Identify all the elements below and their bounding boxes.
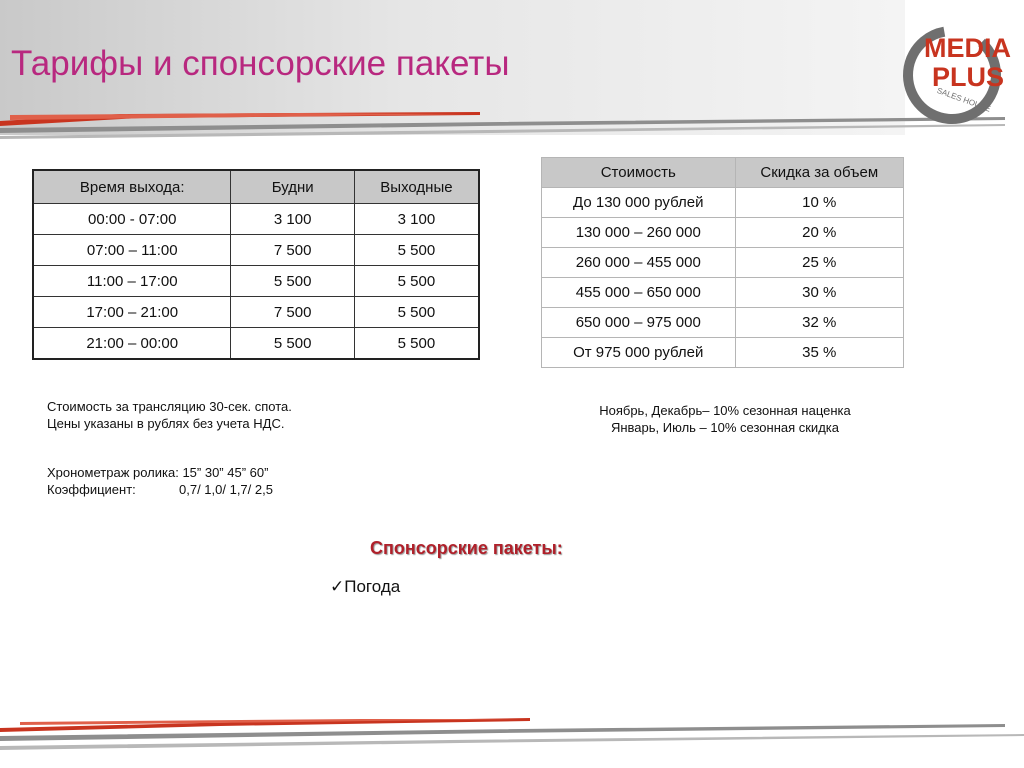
weekend-price: 5 500 [354,328,479,360]
header-air-time: Время выхода: [33,170,231,204]
page-title: Тарифы и спонсорские пакеты [11,44,510,83]
cost-range: От 975 000 рублей [542,338,736,368]
list-item [330,577,400,597]
discount-value: 25 % [735,248,904,278]
discount-value: 30 % [735,278,904,308]
weekday-price: 3 100 [231,204,354,235]
seasonal-markup-note: Ноябрь, Декабрь– 10% сезонная наценка [599,403,851,418]
weekend-price: 5 500 [354,266,479,297]
cost-range: 455 000 – 650 000 [542,278,736,308]
volume-discount-table [541,157,904,368]
time-slot: 00:00 - 07:00 [33,204,231,235]
weekday-price: 7 500 [231,297,354,328]
cost-range: 130 000 – 260 000 [542,218,736,248]
table-row [33,266,479,297]
table-row [542,308,904,338]
time-slot: 07:00 – 11:00 [33,235,231,266]
cost-per-spot-note: Стоимость за трансляцию 30-сек. спота. [47,399,292,414]
sponsor-item-label: Погода [344,577,401,596]
table-row [33,204,479,235]
seasonal-notes [541,402,909,436]
pricing-notes [47,398,292,432]
seasonal-discount-note: Январь, Июль – 10% сезонная скидка [610,420,839,435]
discount-value: 35 % [735,338,904,368]
table-header-row [542,158,904,188]
media-plus-logo [902,20,1012,130]
logo-text-plus: PLUS [932,62,1005,92]
cost-range: 650 000 – 975 000 [542,308,736,338]
discount-value: 32 % [735,308,904,338]
header-cost: Стоимость [542,158,736,188]
time-slot: 17:00 – 21:00 [33,297,231,328]
duration-notes [47,464,273,498]
weekend-price: 3 100 [354,204,479,235]
table-row [33,297,479,328]
discount-value: 20 % [735,218,904,248]
weekend-price: 5 500 [354,297,479,328]
table-row [33,235,479,266]
header-weekdays: Будни [231,170,354,204]
coefficient-label: Коэффициент: [47,482,136,497]
header-volume-discount: Скидка за объем [735,158,904,188]
time-slot: 11:00 – 17:00 [33,266,231,297]
vat-note: Цены указаны в рублях без учета НДС. [47,416,285,431]
weekday-price: 7 500 [231,235,354,266]
header-decorative-stripes [0,104,1010,140]
schedule-table [32,169,480,360]
footer-decorative-stripes [0,712,1024,752]
sponsor-packages-heading: Спонсорские пакеты: [370,538,563,558]
time-slot: 21:00 – 00:00 [33,328,231,360]
logo-tagline: SALES HOUSE [935,85,992,114]
cost-range: 260 000 – 455 000 [542,248,736,278]
table-row [542,188,904,218]
checkmark-icon: ✓ [330,577,345,596]
coefficient-note [47,481,273,498]
duration-note: Хронометраж ролика: 15” 30” 45” 60” [47,465,269,480]
coefficient-values: 0,7/ 1,0/ 1,7/ 2,5 [179,482,273,497]
cost-range: До 130 000 рублей [542,188,736,218]
table-header-row [33,170,479,204]
weekend-price: 5 500 [354,235,479,266]
table-row [542,338,904,368]
table-row [542,278,904,308]
weekday-price: 5 500 [231,328,354,360]
logo-text-media: MEDIA [924,33,1011,63]
table-row [542,248,904,278]
weekday-price: 5 500 [231,266,354,297]
table-row [33,328,479,360]
header-weekends: Выходные [354,170,479,204]
table-row [542,218,904,248]
discount-value: 10 % [735,188,904,218]
